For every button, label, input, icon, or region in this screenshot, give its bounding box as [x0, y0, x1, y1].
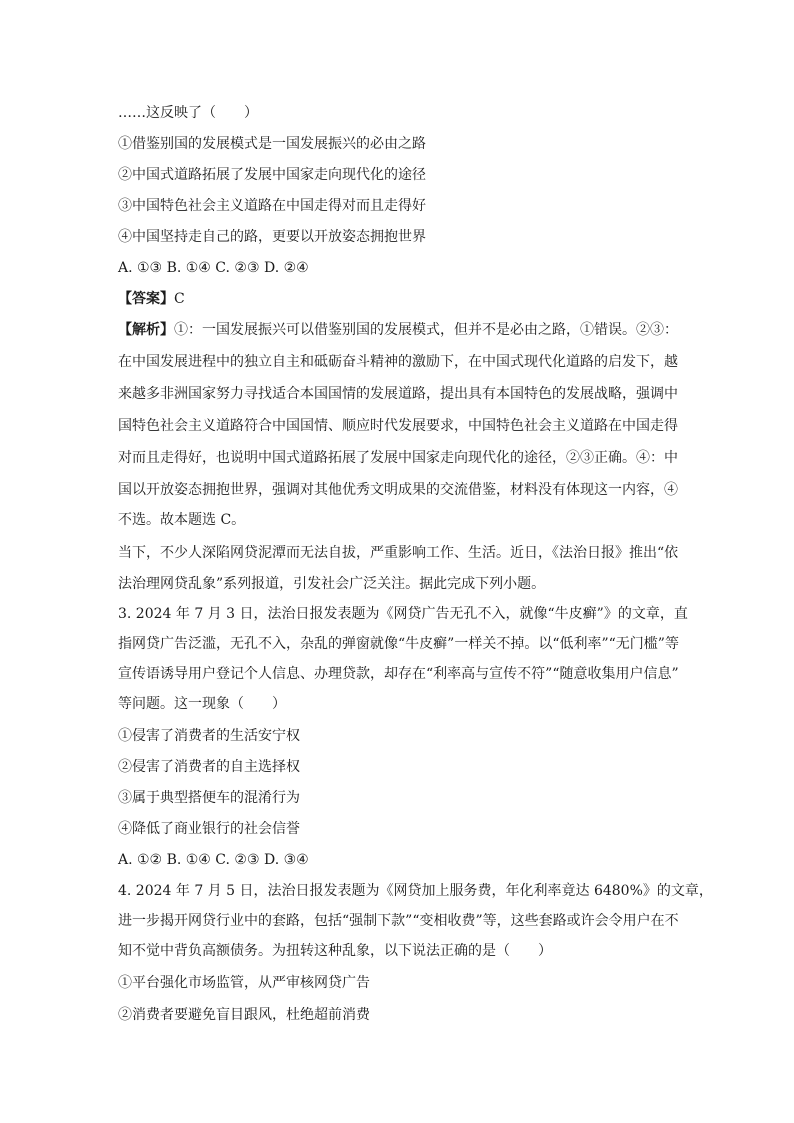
option-1: ①借鉴别国的发展模式是一国发展振兴的必由之路: [118, 136, 426, 152]
question-stem-tail: ……这反映了（ ）: [118, 105, 258, 121]
question-3-line-3: 宣传语诱导用户登记个人信息、办理贷款，却存在“利率高与宣传不符”“随意收集用户信息”: [118, 666, 679, 682]
question-3-option-1: ①侵害了消费者的生活安宁权: [118, 728, 300, 744]
analysis-text: ①：一国发展振兴可以借鉴别国的发展模式，但并不是必由之路，①错误。②③：: [174, 322, 678, 338]
material-line-1: 当下，不少人深陷网贷泥潭而无法自拔，严重影响工作、生活。近日，《法治日报》推出“依: [118, 545, 679, 561]
question-3-line-1: 3. 2024 年 7 月 3 日，法治日报发表题为《网贷广告无孔不入，就像“牛皮癣”》的文章，直: [118, 606, 688, 622]
material-line-2: 法治理网贷乱象”系列报道，引发社会广泛关注。据此完成下列小题。: [118, 576, 546, 592]
question-3-line-4: 等问题。这一现象（ ）: [118, 696, 286, 712]
question-3-option-4: ④降低了商业银行的社会信誉: [118, 821, 300, 837]
question-3-line-2: 指网贷广告泛滥，无孔不入，杂乱的弹窗就像“牛皮癣”一样关不掉。以“低利率”“无门槛”等: [118, 636, 679, 652]
question-4-line-2: 进一步揭开网贷行业中的套路，包括“强制下款”“变相收费”等，这些套路或许会令用户在不: [118, 913, 679, 929]
answer-value: C: [174, 291, 185, 307]
answer-choices: A. ①③ B. ①④ C. ②③ D. ②④: [118, 260, 309, 276]
analysis-line-1: [118, 320, 688, 340]
question-3-option-3: ③属于典型搭便车的混淆行为: [118, 790, 300, 806]
analysis-line-2: 在中国发展进程中的独立自主和砥砺奋斗精神的激励下，在中国式现代化道路的启发下，越: [118, 354, 678, 370]
question-3-option-2: ②侵害了消费者的自主选择权: [118, 759, 300, 775]
answer-line: [118, 289, 688, 309]
analysis-line-7: 不选。故本题选 C。: [118, 512, 246, 528]
answer-label: 【答案】: [118, 291, 174, 307]
analysis-line-3: 来越多非洲国家努力寻找适合本国国情的发展道路，提出具有本国特色的发展战略，强调中: [118, 386, 678, 402]
analysis-label: 【解析】: [118, 322, 174, 338]
option-3: ③中国特色社会主义道路在中国走得对而且走得好: [118, 198, 426, 214]
question-3-choices: A. ①② B. ①④ C. ②③ D. ③④: [118, 852, 309, 868]
option-4: ④中国坚持走自己的路，更要以开放姿态拥抱世界: [118, 229, 426, 245]
question-4-option-1: ①平台强化市场监管，从严审核网贷广告: [118, 975, 370, 991]
analysis-line-4: 国特色社会主义道路符合中国国情、顺应时代发展要求，中国特色社会主义道路在中国走得: [118, 418, 678, 434]
question-4-option-2: ②消费者要避免盲目跟风，杜绝超前消费: [118, 1007, 370, 1023]
option-2: ②中国式道路拓展了发展中国家走向现代化的途径: [118, 167, 426, 183]
question-4-line-1: 4. 2024 年 7 月 5 日，法治日报发表题为《网贷加上服务费，年化利率竟达 6480%》的文章，: [118, 883, 713, 899]
analysis-line-6: 国以开放姿态拥抱世界，强调对其他优秀文明成果的交流借鉴，材料没有体现这一内容，④: [118, 482, 678, 498]
question-4-line-3: 知不觉中背负高额债务。为扭转这种乱象，以下说法正确的是（ ）: [118, 943, 552, 959]
analysis-line-5: 对而且走得好，也说明中国式道路拓展了发展中国家走向现代化的途径，②③正确。④：中: [118, 450, 678, 466]
